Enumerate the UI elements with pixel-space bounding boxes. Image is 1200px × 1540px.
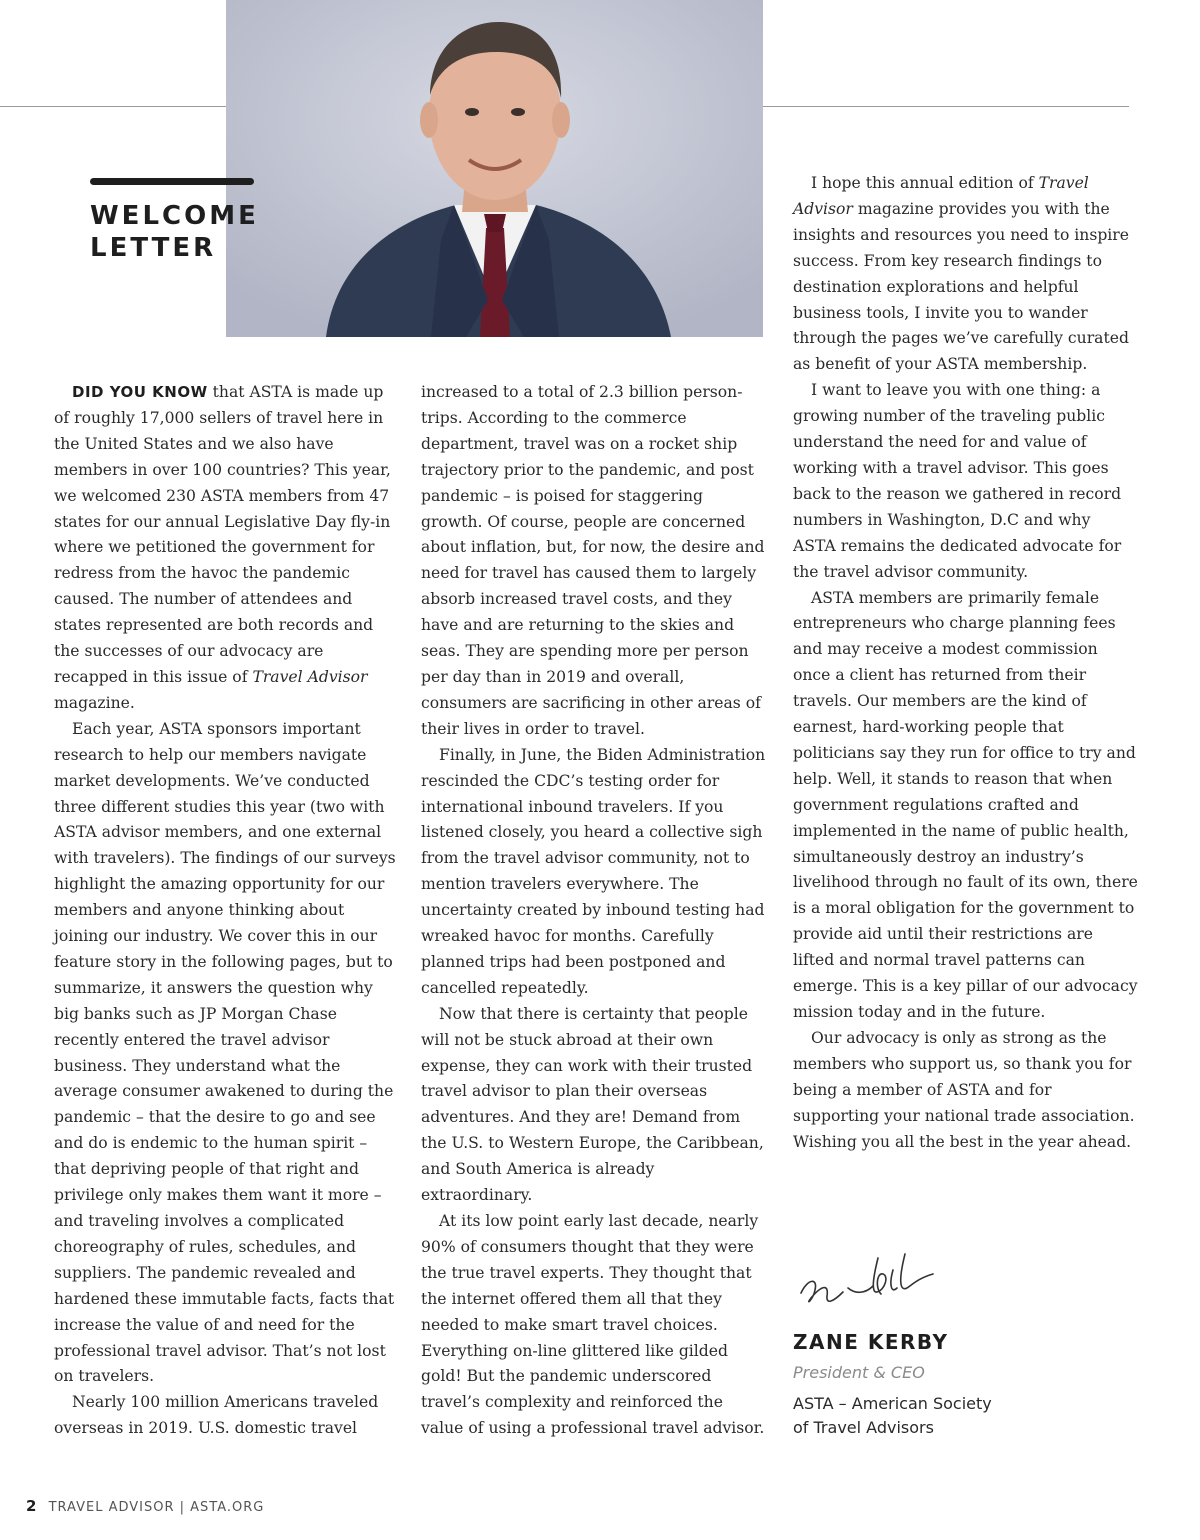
heading-accent-bar <box>90 178 254 185</box>
footer-text: TRAVEL ADVISOR | ASTA.ORG <box>48 1500 265 1515</box>
body-column-3 <box>793 171 1138 1155</box>
signer-name: ZANE KERBY <box>793 1330 949 1354</box>
page-title <box>90 200 259 264</box>
org-line-1: ASTA – American Society <box>793 1394 992 1413</box>
body-column-2 <box>421 380 766 1442</box>
paragraph <box>54 380 399 717</box>
org-line-2: of Travel Advisors <box>793 1418 934 1437</box>
paragraph-end: magazine. <box>54 693 135 712</box>
paragraph: increased to a total of 2.3 billion person-trips. According to the commerce department, travel was on a rocket ship trajectory prior to the pandemic, and post pandemic – is poised for staggering growth. Of course, people are concerned about inflation, but, for now, the desire and need for travel has caused them to largely absorb increased travel costs, and they have and are returning to the skies and seas. They are spending more per person per day than in 2019 and overall, consumers are sacrificing in other areas of their lives in order to travel. <box>421 383 765 738</box>
signer-organization <box>793 1392 1053 1440</box>
paragraph: Nearly 100 million Americans traveled overseas in 2019. U.S. domestic travel <box>54 1393 379 1438</box>
top-rule-left <box>0 106 226 107</box>
paragraph-end: magazine provides you with the insights and resources you need to inspire success. From key research findings to destination explorations and helpful business tools, I invite you to wander through the pages we’ve carefully curated as benefit of your ASTA membership. <box>793 199 1129 374</box>
top-rule-right <box>763 106 1129 107</box>
paragraph: ASTA members are primarily female entrepreneurs who charge planning fees and may receive a modest commission once a client has returned from their travels. Our members are the kind of earnest, hard-working people that politicians say they run for office to try and help. Well, it stands to reason that when government regulations crafted and implemented in the name of public health, simultaneously destroy an industry’s livelihood through no fault of its own, there is a moral obligation for the government to provide aid until their restrictions are lifted and normal travel patterns can emerge. This is a key pillar of our advocacy mission today and in the future. <box>793 588 1138 1021</box>
did-you-know-lead: DID YOU KNOW <box>72 383 208 401</box>
portrait-photo <box>226 0 763 337</box>
title-line-2: LETTER <box>90 233 217 263</box>
signature-image <box>793 1248 943 1318</box>
paragraph: At its low point early last decade, nearly 90% of consumers thought that they were the true travel experts. They thought that the internet offered them all that they needed to make smart travel choices. Everything on-line glittered like gilded gold! But the pandemic underscored travel’s complexity and reinforced the value of using a professional travel advisor. <box>421 1212 765 1438</box>
paragraph: Now that there is certainty that people will not be stuck abroad at their own expense, they can work with their trusted travel advisor to plan their overseas adventures. And they are! Demand from the U.S. to Western Europe, the Caribbean, and South America is already extraordinary. <box>421 1004 764 1205</box>
paragraph <box>793 171 1138 378</box>
portrait-illustration <box>226 0 763 337</box>
signer-title: President & CEO <box>793 1363 925 1382</box>
paragraph: Finally, in June, the Biden Administration rescinded the CDC’s testing order for international inbound travelers. If you listened closely, you heard a collective sigh from the travel advisor community, not to mention travelers everywhere. The uncertainty created by inbound testing had wreaked havoc for months. Carefully planned trips had been postponed and cancelled repeatedly. <box>421 745 766 997</box>
page-footer <box>26 1497 264 1515</box>
paragraph-text: that ASTA is made up of roughly 17,000 sellers of travel here in the United States and we also have members in over 100 countries? This year, we welcomed 230 ASTA members from 47 states for our annual Legislative Day fly-in where we petitioned the government for redress from the havoc the pandemic caused. The number of attendees and states represented are both records and the successes of our advocacy are recapped in this issue of <box>54 383 391 686</box>
magazine-title: Travel Advisor <box>793 174 1089 218</box>
title-line-1: WELCOME <box>90 201 259 231</box>
magazine-title: Travel Advisor <box>252 667 368 686</box>
paragraph: I want to leave you with one thing: a growing number of the traveling public understand the need for and value of working with a travel advisor. This goes back to the reason we gathered in record numbers in Washington, D.C and why ASTA remains the dedicated advocate for the travel advisor community. <box>793 381 1122 581</box>
paragraph: Each year, ASTA sponsors important research to help our members navigate market developments. We’ve conducted three different studies this year (two with ASTA advisor members, and one external with travelers). The findings of our surveys highlight the amazing opportunity for our members and anyone thinking about joining our industry. We cover this in our feature story in the following pages, but to summarize, it answers the question why big banks such as JP Morgan Chase recently entered the travel advisor business. They understand what the average consumer awakened to during the pandemic – that the desire to go and see and do is endemic to the human spirit – that depriving people of that right and privilege only makes them want it more – and traveling involves a complicated choreography of rules, schedules, and suppliers. The pandemic revealed and hardened these immutable facts, facts that increase the value of and need for the professional travel advisor. That’s not lost on travelers. <box>54 719 396 1386</box>
page-number: 2 <box>26 1497 38 1515</box>
body-column-1 <box>54 380 399 1442</box>
paragraph: Our advocacy is only as strong as the members who support us, so thank you for being a member of ASTA and for supporting your national trade association. Wishing you all the best in the year ahead. <box>793 1028 1135 1151</box>
paragraph-text: I hope this annual edition of <box>811 174 1039 192</box>
